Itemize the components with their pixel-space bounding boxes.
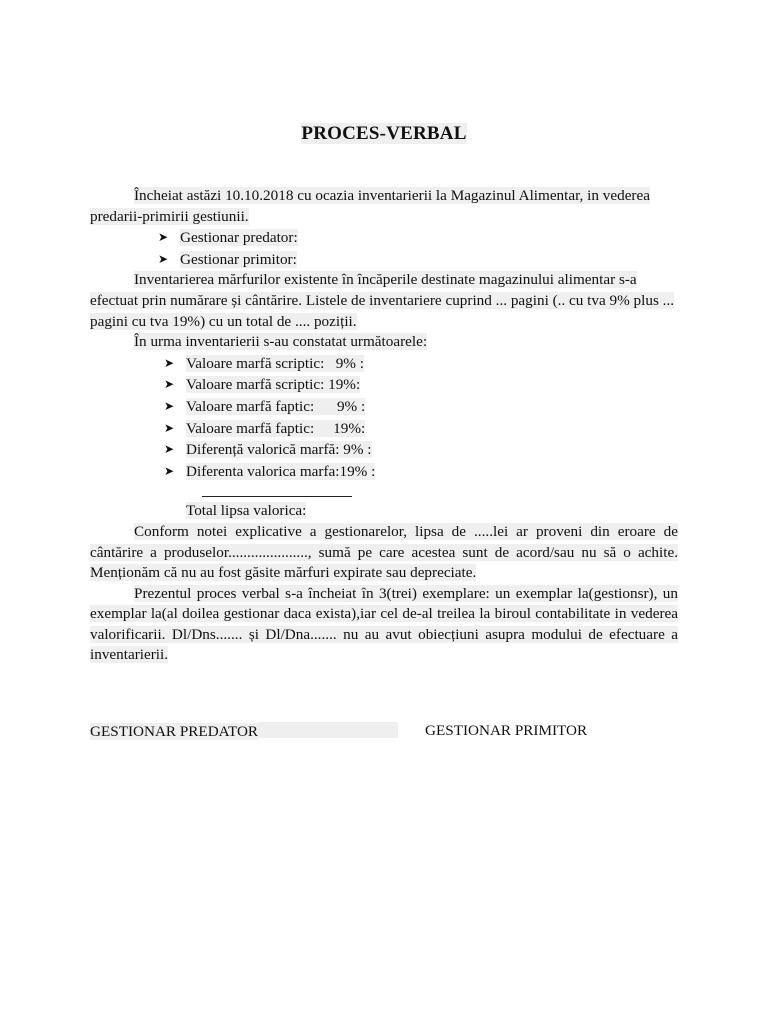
signature-predator: GESTIONAR PREDATOR [90,722,398,741]
signature-highlight-gap [258,722,398,738]
explanation-paragraph: Conform notei explicative a gestionarelor, lipsa de .....lei ar proveni din eroare de cântărire a produselor....................., sumă pe care acestea sunt de acord/sau nu să o achite. Menționăm că nu au fost găsite mărfuri expirate sau depreciate. [90,522,678,582]
list-item: ➤ Valoare marfă scriptic: 19%: [164,376,361,394]
list-item: ➤ Diferență valorică marfă: 9% : [164,441,372,459]
intro-paragraph [90,186,678,227]
arrowhead-bullet-icon: ➤ [164,355,175,370]
inventory-paragraph: Inventarierea mărfurilor existente în încăperile destinate magazinului alimentar s-a efectuat prin numărare și cântărire. Listele de inventariere cuprind ... pagini (.. cu tva 9% plus ... pagini cu tva 19%) cu un total de .... poziții. [90,271,675,330]
list-item: ➤ Diferenta valorica marfa:19% : [164,462,376,480]
arrowhead-bullet-icon: ➤ [164,398,175,413]
copies-paragraph: Prezentul proces verbal s-a încheiat în 3(trei) exemplare: un exemplar la(gestionsr), un exemplar la(al doilea gestionar daca exista),iar cel de-al treilea la biroul contabilitate in vederea valorificarii. Dl/Dns....... și Dl/Dna....... nu au avut obiecțiuni asupra modului de efectuare a inventarierii. [90,584,678,664]
findings-list [90,353,678,483]
arrowhead-bullet-icon: ➤ [164,420,175,435]
arrowhead-bullet-icon: ➤ [164,463,175,478]
findings-intro: În urma inventarierii s-au constatat următoarele: [134,333,428,351]
document-title: PROCES-VERBAL [301,123,467,144]
arrowhead-bullet-icon: ➤ [158,251,169,266]
arrowhead-bullet-icon: ➤ [164,442,175,457]
arrowhead-bullet-icon: ➤ [158,230,169,245]
managers-list [90,227,678,270]
arrowhead-bullet-icon: ➤ [164,377,175,392]
intro-line-2: predarii-primirii gestiunii. [90,207,249,225]
total-label: Total lipsa valorica: [186,502,307,520]
intro-line-1: Încheiat astăzi 10.10.2018 cu ocazia inventarierii la Magazinul Alimentar, in vederea [134,187,650,204]
list-item: ➤ Valoare marfă faptic: 9% : [164,397,366,415]
signature-primitor: GESTIONAR PRIMITOR [425,722,588,739]
list-item: ➤ Gestionar primitor: [158,250,297,268]
document-body [90,186,678,666]
list-item: ➤ Valoare marfă faptic: 19%: [164,419,366,437]
list-item: ➤ Gestionar predator: [158,229,298,247]
list-item: ➤ Valoare marfă scriptic: 9% : [164,354,364,372]
total-divider-line [202,482,352,497]
